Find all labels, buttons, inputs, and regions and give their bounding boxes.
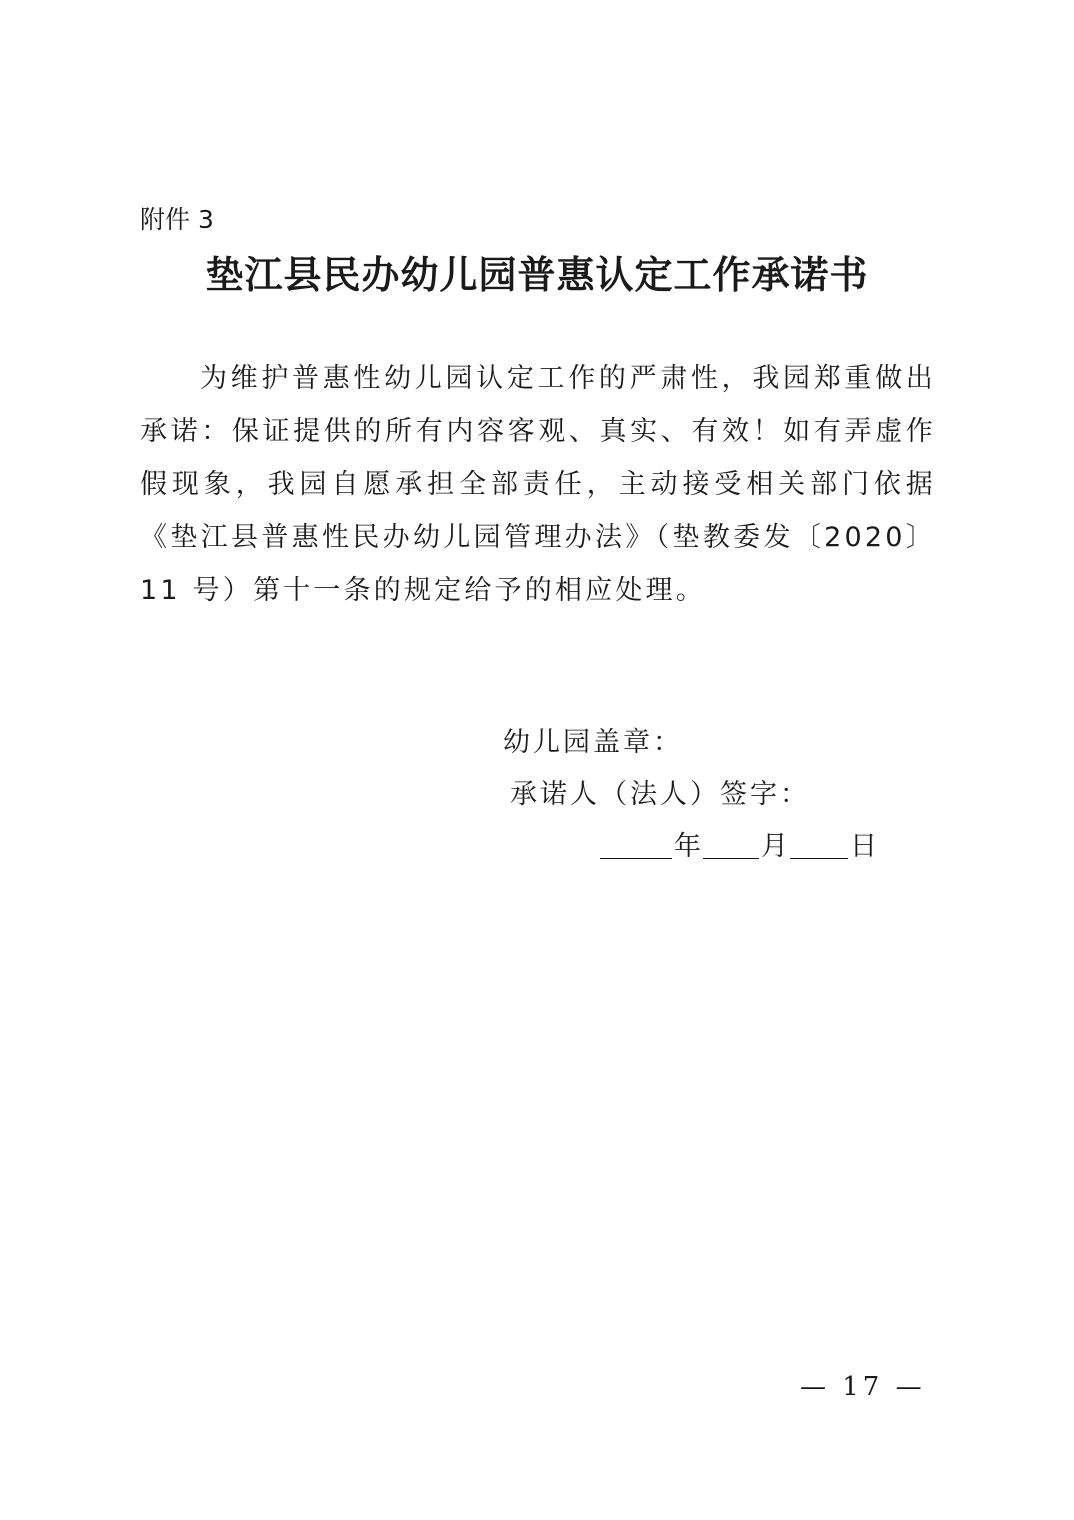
year-blank — [600, 830, 672, 859]
commitment-paragraph: 为维护普惠性幼儿园认定工作的严肃性，我园郑重做出承诺：保证提供的所有内容客观、真实、有效！如有弄虚作假现象，我园自愿承担全部责任，主动接受相关部门依据《垫江县普惠性民办幼儿园管理办法》（垫教委发〔2020〕11 号）第十一条的规定给予的相应处理。 — [140, 363, 936, 606]
seal-label: 幼儿园盖章： — [503, 727, 683, 758]
day-blank — [790, 830, 848, 859]
month-blank — [703, 830, 759, 859]
date-line — [600, 824, 879, 863]
month-unit: 月 — [761, 831, 788, 862]
day-unit: 日 — [850, 831, 877, 862]
page-number: — 17 — — [800, 1372, 926, 1402]
document-title: 垫江县民办幼儿园普惠认定工作承诺书 — [205, 252, 869, 297]
year-unit: 年 — [674, 831, 701, 862]
attachment-label: 附件 3 — [140, 205, 214, 234]
signer-label: 承诺人（法人）签字： — [510, 779, 810, 810]
